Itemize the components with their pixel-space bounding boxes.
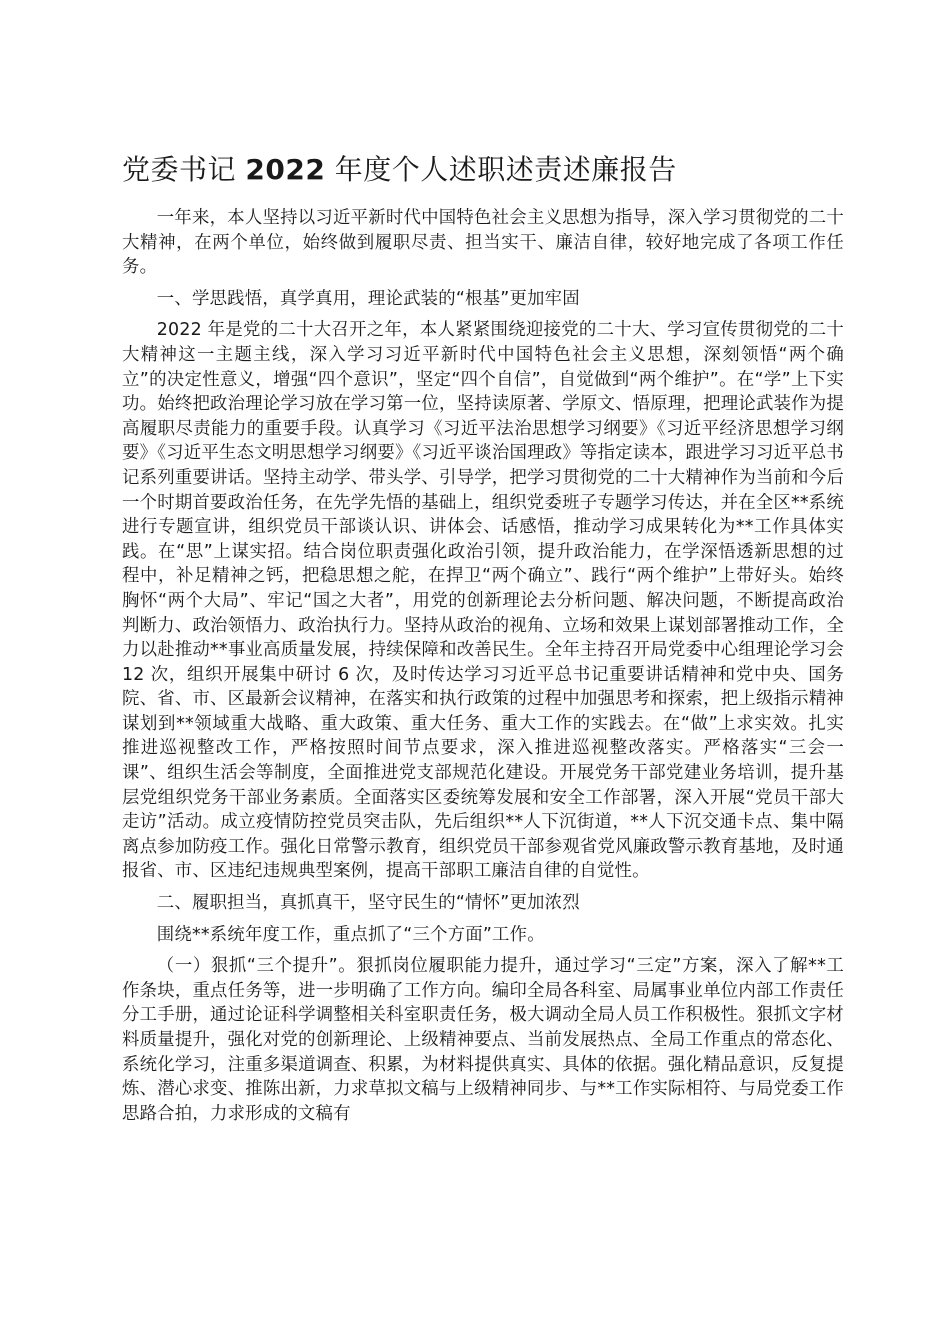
document-body [122, 206, 844, 1126]
section-2-intro-paragraph: 围绕**系统年度工作，重点抓了“三个方面”工作。 [156, 924, 545, 945]
title-suffix: 年度个人述职述责述廉报告 [325, 153, 677, 186]
title-year: 2022 [245, 153, 326, 186]
section-heading-2: 二、履职担当，真抓真干，坚守民生的“情怀”更加浓烈 [156, 893, 580, 914]
section-1-paragraph: 2022 年是党的二十大召开之年，本人紧紧围绕迎接党的二十大、学习宣传贯彻党的二十大精神这一主题主线，深入学习习近平新时代中国特色社会主义思想，深刻领悟“两个确立”的决定性意义，增强“四个意识”，坚定“四个自信”，自觉做到“两个维护”。在“学”上下实功。始终把政治理论学习放在学习第一位，坚持读原著、学原文、悟原理，把理论武装作为提高履职尽责能力的重要手段。认真学习《习近平法治思想学习纲要》《习近平经济思想学习纲要》《习近平生态文明思想学习纲要》《习近平谈治国理政》等指定读本，跟进学习习近平总书记系列重要讲话。坚持主动学、带头学、引导学，把学习贯彻党的二十大精神作为当前和今后一个时期首要政治任务，在先学先悟的基础上，组织党委班子专题学习传达，并在全区**系统进行专题宣讲，组织党员干部谈认识、讲体会、话感悟，推动学习成果转化为**工作具体实践。在“思”上谋实招。结合岗位职责强化政治引领，提升政治能力，在学深悟透新思想的过程中，补足精神之钙，把稳思想之舵，在捍卫“两个确立”、践行“两个维护”上带好头。始终胸怀“两个大局”、牢记“国之大者”，用党的创新理论去分析问题、解决问题，不断提高政治判断力、政治领悟力、政治执行力。坚持从政治的视角、立场和效果上谋划部署推动工作，全力以赴推动**事业高质量发展，持续保障和改善民生。全年主持召开局党委中心组理论学习会 12 次，组织开展集中研讨 6 次，及时传达学习习近平总书记重要讲话精神和党中央、国务院、省、市、区最新会议精神，在落实和执行政策的过程中加强思考和探索，把上级指示精神谋划到**领域重大战略、重大政策、重大任务、重大工作的实践去。在“做”上求实效。扎实推进巡视整改工作，严格按照时间节点要求，深入推进巡视整改落实。严格落实“三会一课”、组织生活会等制度，全面推进党支部规范化建设。开展党务干部党建业务培训，提升基层党组织党务干部业务素质。全面落实区委统筹发展和安全工作部署，深入开展“党员干部大走访”活动。成立疫情防控党员突击队，先后组织**人下沉街道，**人下沉交通卡点、集中隔离点参加防疫工作。强化日常警示教育，组织党员干部参观省党风廉政警示教育基地，及时通报省、市、区违纪违规典型案例，提高干部职工廉洁自律的自觉性。 [122, 320, 844, 882]
title-prefix: 党委书记 [122, 153, 246, 186]
subsection-1-paragraph: （一）狠抓“三个提升”。狠抓岗位履职能力提升，通过学习“三定”方案，深入了解**工作条块，重点任务等，进一步明确了工作方向。编印全局各科室、局属事业单位内部工作责任分工手册，通过论证科学调整相关科室职责任务，极大调动全局人员工作积极性。狠抓文字材料质量提升，强化对党的创新理论、上级精神要点、当前发展热点、全局工作重点的常态化、系统化学习，注重多渠道调查、积累，为材料提供真实、具体的依据。强化精品意识，反复提炼、潜心求变、推陈出新，力求草拟文稿与上级精神同步、与**工作实际相符、与局党委工作思路合拍，力求形成的文稿有 [122, 956, 844, 1124]
section-heading-1: 一、学思践悟，真学真用，理论武装的“根基”更加牢固 [156, 288, 580, 309]
document-title [122, 150, 842, 190]
intro-paragraph: 一年来，本人坚持以习近平新时代中国特色社会主义思想为指导，深入学习贯彻党的二十大精神，在两个单位，始终做到履职尽责、担当实干、廉洁自律，较好地完成了各项工作任务。 [122, 208, 844, 278]
